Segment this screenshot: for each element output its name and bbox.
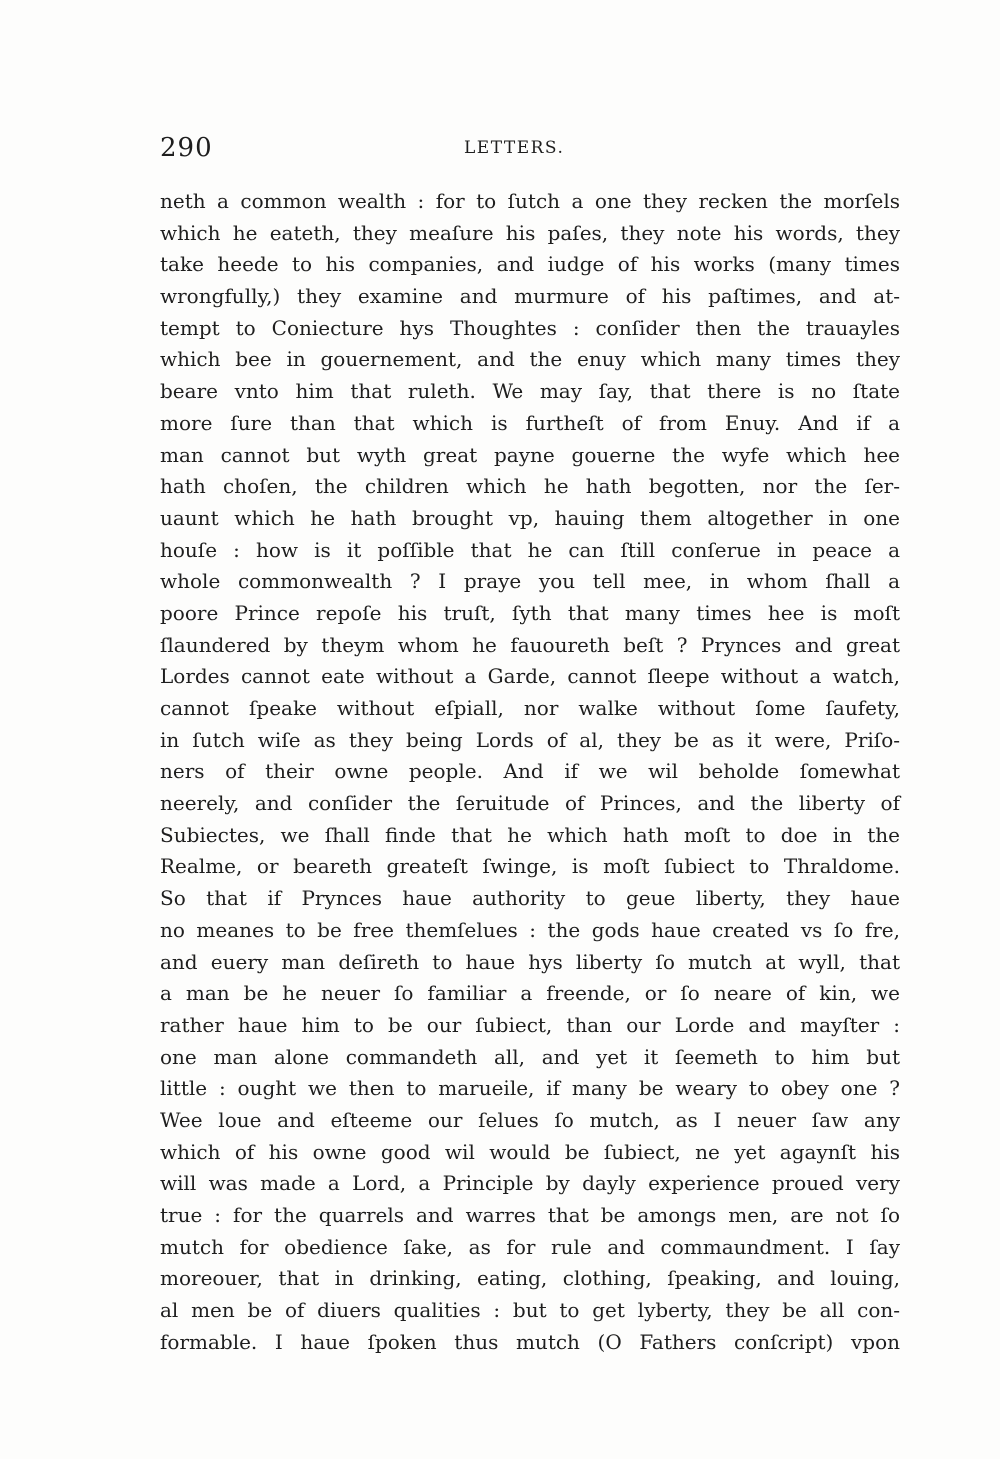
text-line: ſlaundered by theym whom he fauoureth beſt ? Prynces and great: [160, 632, 900, 657]
text-line: formable. I haue ſpoken thus mutch (O Fathers conſcript) vpon: [160, 1329, 900, 1354]
body-text: [160, 186, 900, 1358]
text-line: Wee loue and eſteeme our ſelues ſo mutch, as I neuer ſaw any: [160, 1107, 900, 1132]
text-line: Lordes cannot eate without a Garde, cannot ſleepe without a watch,: [160, 664, 900, 689]
text-line: uaunt which he hath brought vp, hauing them altogether in one: [160, 505, 900, 530]
text-line: neerely, and conſider the ſeruitude of Princes, and the liberty of: [160, 791, 900, 816]
text-line: Subiectes, we ſhall finde that he which hath moſt to doe in the: [160, 822, 900, 847]
text-line: in ſutch wiſe as they being Lords of al, they be as it were, Priſo-: [160, 727, 900, 752]
text-line: mutch for obedience ſake, as for rule and commaundment. I ſay: [160, 1234, 900, 1259]
text-line: one man alone commandeth all, and yet it ſeemeth to him but: [160, 1044, 900, 1069]
text-line: Realme, or beareth greateſt ſwinge, is moſt ſubiect to Thraldome.: [160, 854, 900, 879]
text-line: neth a common wealth : for to ſutch a one they recken the morſels: [160, 189, 900, 213]
text-line: no meanes to be free themſelues : the gods haue created vs ſo fre,: [160, 917, 900, 942]
text-line: take heede to his companies, and iudge of his works (many times: [160, 252, 900, 277]
text-line: al men be of diuers qualities : but to get lyberty, they be all con-: [160, 1298, 900, 1323]
text-line: which he eateth, they meaſure his paſes, they note his words, they: [160, 220, 900, 245]
text-line: whole commonwealth ? I praye you tell mee, in whom ſhall a: [160, 569, 900, 594]
text-line: ners of their owne people. And if we wil beholde ſomewhat: [160, 759, 900, 784]
page-number: 290: [160, 133, 213, 163]
text-line: will was made a Lord, a Principle by dayly experience proued very: [160, 1171, 900, 1196]
text-line: poore Prince repoſe his truſt, ſyth that many times hee is moſt: [160, 600, 900, 625]
text-line: true : for the quarrels and warres that be amongs men, are not ſo: [160, 1203, 900, 1227]
text-line: So that if Prynces haue authority to geue liberty, they haue: [160, 886, 900, 911]
text-line: wrongfully,) they examine and murmure of his paſtimes, and at-: [160, 284, 900, 309]
text-line: tempt to Coniecture hys Thoughtes : conſider then the trauayles: [160, 315, 900, 340]
text-line: more ſure than that which is furtheſt of from Enuy. And if a: [160, 410, 900, 435]
text-line: a man be he neuer ſo familiar a freende, or ſo neare of kin, we: [160, 981, 900, 1006]
running-head: [160, 128, 900, 168]
text-line: and euery man deſireth to haue hys liberty ſo mutch at wyll, that: [160, 949, 900, 974]
text-line: rather haue him to be our ſubiect, than our Lorde and mayſter :: [160, 1012, 900, 1037]
text-line: hath choſen, the children which he hath begotten, nor the ſer-: [160, 474, 900, 499]
text-line: which of his owne good wil would be ſubiect, ne yet agaynſt his: [160, 1139, 900, 1164]
text-line: little : ought we then to marueile, if many be weary to obey one ?: [160, 1076, 900, 1101]
text-line: which bee in gouernement, and the enuy which many times they: [160, 347, 900, 372]
text-line: cannot ſpeake without eſpiall, nor walke without ſome ſaufety,: [160, 696, 900, 720]
text-line: moreouer, that in drinking, eating, clothing, ſpeaking, and louing,: [160, 1266, 900, 1291]
text-line: beare vnto him that ruleth. We may ſay, that there is no ſtate: [160, 379, 900, 404]
text-line: man cannot but wyth great payne gouerne the wyfe which hee: [160, 442, 900, 467]
running-title: LETTERS.: [464, 138, 565, 158]
text-line: houſe : how is it poſſible that he can ſtill conſerue in peace a: [160, 537, 900, 562]
